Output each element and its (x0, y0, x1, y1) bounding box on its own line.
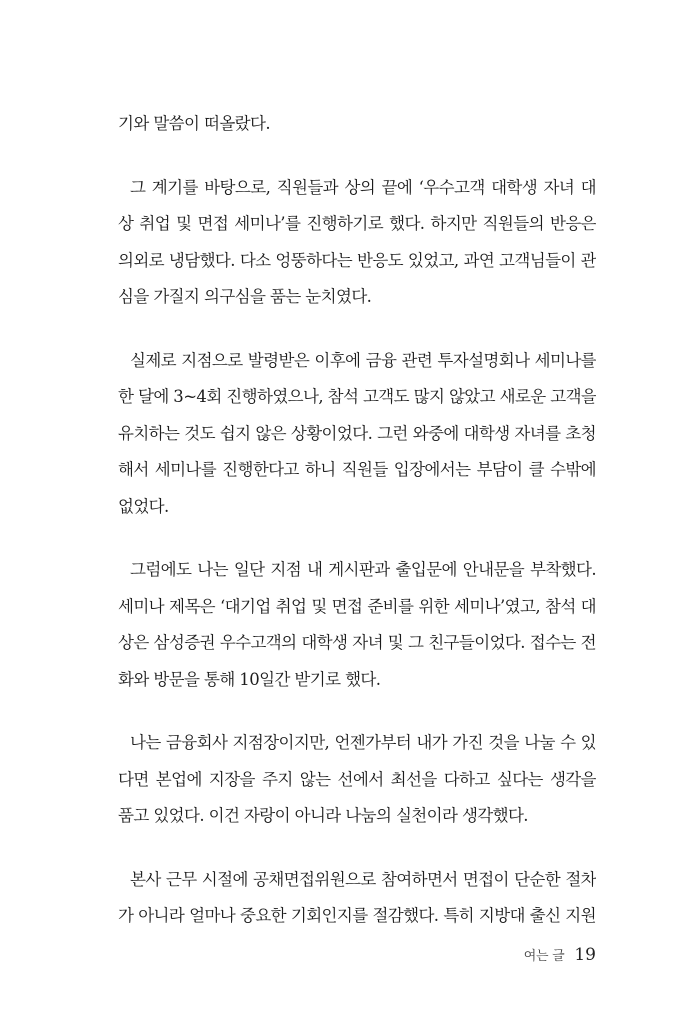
text-line: 그 계기를 바탕으로, 직원들과 상의 끝에 ‘우수고객 대학생 자녀 대 (130, 177, 596, 197)
page-footer (524, 942, 596, 968)
paragraph (118, 552, 596, 698)
text-line: 심을 가질지 의구심을 품는 눈치였다. (118, 287, 372, 306)
page-number: 19 (574, 945, 596, 965)
text-line: 그럼에도 나는 일단 지점 내 게시판과 출입문에 안내문을 부착했다. (130, 560, 596, 579)
text-line: 가 아니라 얼마나 중요한 기회인지를 절감했다. 특히 지방대 출신 지원 (118, 906, 596, 925)
text-line: 다면 본업에 지장을 주지 않는 선에서 최선을 다하고 싶다는 생각을 (118, 769, 596, 789)
text-line: 한 달에 3~4회 진행하였으나, 참석 고객도 많지 않았고 새로운 고객을 (118, 387, 596, 406)
text-line: 실제로 지점으로 발령받은 이후에 금융 관련 투자설명회나 세미나를 (130, 350, 596, 370)
paragraph (118, 106, 596, 143)
text-line: 화와 방문을 통해 10일간 받기로 했다. (118, 669, 381, 689)
text-line: 세미나 제목은 ‘대기업 취업 및 면접 준비를 위한 세미나’였고, 참석 대 (118, 596, 596, 616)
body-text (118, 106, 596, 935)
paragraph (118, 170, 596, 316)
text-line: 상은 삼성증권 우수고객의 대학생 자녀 및 그 친구들이었다. 접수는 전 (118, 633, 596, 652)
text-line: 없었다. (118, 496, 169, 516)
paragraph (118, 725, 596, 835)
text-line: 본사 근무 시절에 공채면접위원으로 참여하면서 면접이 단순한 절차 (130, 869, 596, 889)
text-line: 유치하는 것도 쉽지 않은 상황이었다. 그런 와중에 대학생 자녀를 초청 (118, 423, 596, 443)
text-line: 상 취업 및 면접 세미나’를 진행하기로 했다. 하지만 직원들의 반응은 (118, 214, 596, 233)
section-title: 여는 글 (523, 949, 565, 964)
text-line: 기와 말씀이 떠올랐다. (118, 114, 270, 133)
paragraph (118, 343, 596, 526)
paragraph (118, 862, 596, 935)
text-line: 품고 있었다. 이건 자랑이 아니라 나눔의 실천이라 생각했다. (118, 806, 528, 825)
text-line: 나는 금융회사 지점장이지만, 언젠가부터 내가 가진 것을 나눌 수 있 (130, 733, 596, 752)
text-line: 의외로 냉담했다. 다소 엉뚱하다는 반응도 있었고, 과연 고객님들이 관 (118, 250, 596, 270)
text-line: 해서 세미나를 진행한다고 하니 직원들 입장에서는 부담이 클 수밖에 (118, 460, 596, 479)
